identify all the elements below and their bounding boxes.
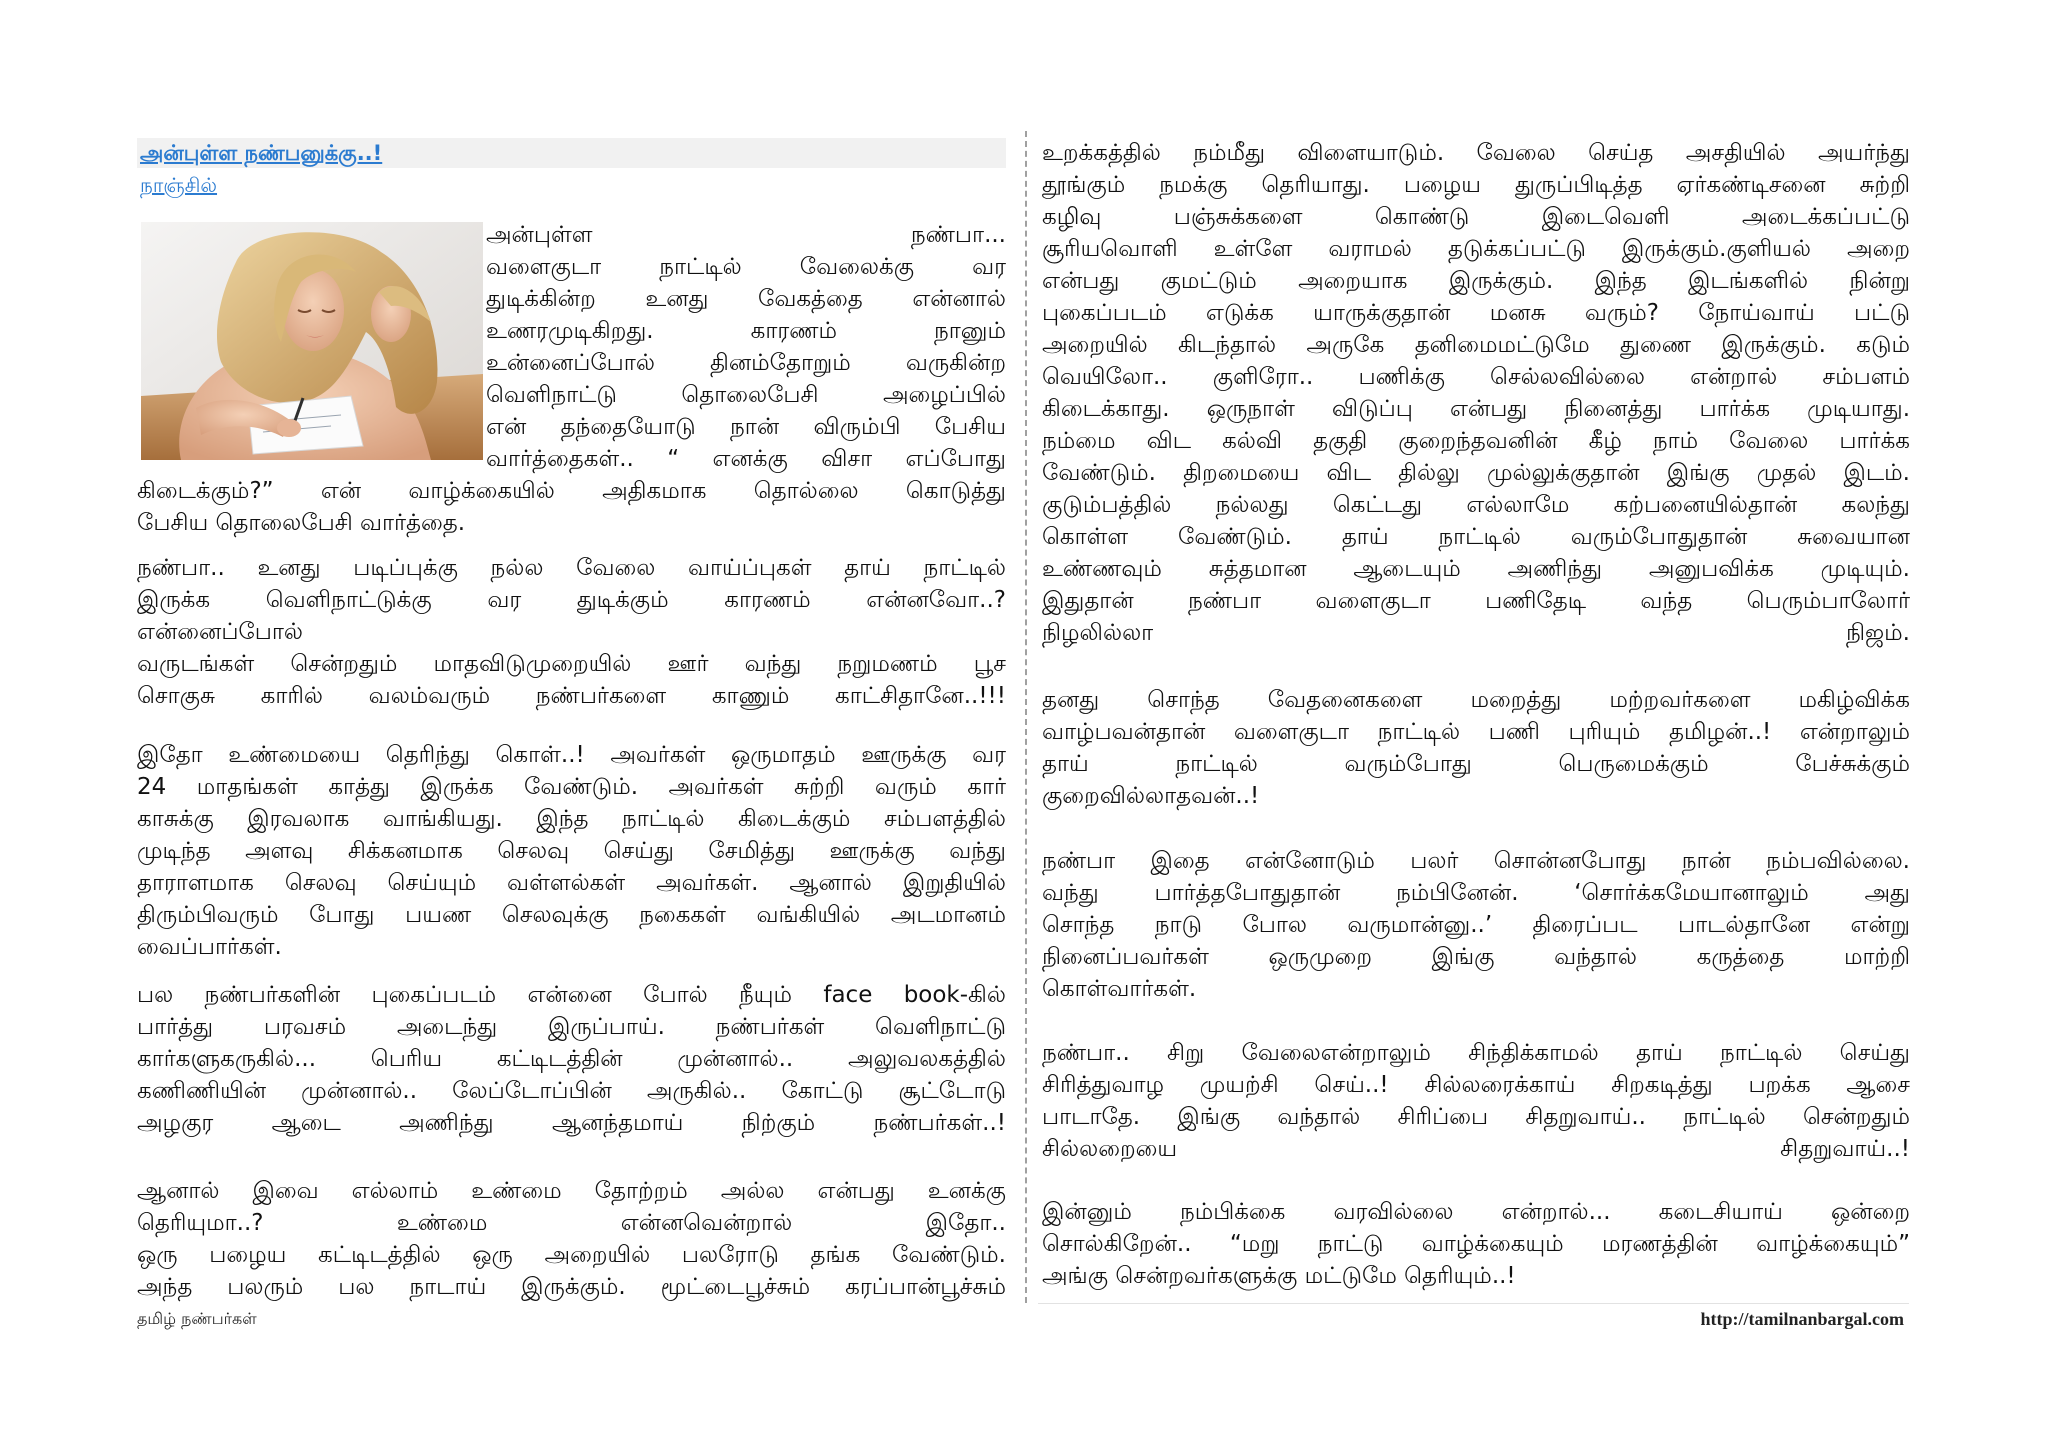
text-line: கிடைக்கும்?” என் வாழ்க்கையில் அதிகமாக தொல்லை கொடுத்து — [137, 478, 1006, 504]
text-line: குறைவில்லாதவன்..! — [1042, 783, 1260, 809]
paragraph-tamilan — [1042, 684, 1910, 812]
paragraph-reason — [137, 552, 1006, 712]
text-line: தூங்கும் நமக்கு தெரியாது. பழைய துருப்பிடித்த ஏர்கண்டிசனை சுற்றி — [1042, 172, 1910, 198]
text-line: அறையில் கிடந்தால் அருகே தனிமைமட்டுமே துணை இருக்கும். கடும் — [1042, 332, 1910, 358]
text-line: வைப்பார்கள். — [137, 934, 282, 960]
text-line: நம்மை விட கல்வி தகுதி குறைந்தவனின் கீழ் நாம் வேலை பார்க்க — [1042, 428, 1910, 454]
text-line: சொல்கிறேன்.. “மறு நாட்டு வாழ்க்கையும் மரணத்தின் வாழ்க்கையும்” — [1042, 1231, 1910, 1257]
text-line: சொகுசு காரில் வலம்வரும் நண்பர்களை காணும் காட்சிதானே..!!! — [137, 683, 1006, 709]
text-line: துடிக்கின்ற உனது வேகத்தை என்னால் — [486, 286, 1006, 312]
text-line: வந்து பார்த்தபோதுதான் நம்பினேன். ‘சொர்க்கமேயானாலும் அது — [1042, 880, 1910, 906]
paragraph-truth — [137, 739, 1006, 963]
paragraph-reality — [137, 1175, 1006, 1303]
text-line: அங்கு சென்றவர்களுக்கு மட்டுமே தெரியும்..! — [1042, 1263, 1516, 1289]
text-line: தாராளமாக செலவு செய்யும் வள்ளல்கள் அவர்கள். ஆனால் இறுதியில் — [137, 870, 1006, 896]
text-line: கணிணியின் முன்னால்.. லேப்டோப்பின் அருகில்.. கோட்டு சூட்டோடு — [137, 1078, 1006, 1104]
text-line: கொள்ள வேண்டும். தாய் நாட்டில் வரும்போதுதான் சுவையான — [1042, 524, 1910, 550]
text-line: வேண்டும். திறமையை விட தில்லு முல்லுக்குதான் இங்கு முதல் இடம். — [1042, 460, 1910, 486]
footer-rule — [1038, 1303, 1909, 1304]
article-title-link[interactable]: அன்புள்ள நண்பனுக்கு..! — [140, 141, 383, 165]
text-line: ஆனால் இவை எல்லாம் உண்மை தோற்றம் அல்ல என்பது உனக்கு — [137, 1178, 1006, 1204]
text-line: புகைப்படம் எடுக்க யாருக்குதான் மனசு வரும்? நோய்வாய் பட்டு — [1042, 300, 1910, 326]
paragraph-greeting — [137, 219, 1006, 539]
author-link[interactable]: நாஞ்சில் — [140, 173, 218, 197]
text-line: வார்த்தைகள்.. “ எனக்கு விசா எப்போது — [486, 446, 1006, 472]
text-line: தெரியுமா..? உண்மை என்னவென்றால் இதோ.. — [137, 1210, 1006, 1236]
text-line: என்பது குமட்டும் அறையாக இருக்கும். இந்த இடங்களில் நின்று — [1042, 268, 1910, 294]
paragraph-conclusion — [1042, 1196, 1910, 1292]
text-line: பார்த்து பரவசம் அடைந்து இருப்பாய். நண்பர்கள் வெளிநாட்டு — [137, 1014, 1006, 1040]
text-line: நினைப்பவர்கள் ஒருமுறை இங்கு வந்தால் கருத்தை மாற்றி — [1042, 944, 1910, 970]
text-line: கார்களுகருகில்... பெரிய கட்டிடத்தின் முன்னால்.. அலுவலகத்தில் — [137, 1046, 1006, 1072]
text-line: வருடங்கள் சென்றதும் மாதவிடுமுறையில் ஊர் வந்து நறுமணம் பூச — [137, 651, 1006, 677]
text-line: பேசிய தொலைபேசி வார்த்தை. — [137, 510, 466, 536]
text-line: நண்பா இதை என்னோடும் பலர் சொன்னபோது நான் நம்பவில்லை. — [1042, 848, 1910, 874]
text-line: வெளிநாட்டு தொலைபேசி அழைப்பில் — [486, 382, 1006, 408]
text-line: வாழ்பவன்தான் வளைகுடா நாட்டில் பணி புரியும் தமிழன்..! என்றாலும் — [1042, 719, 1910, 745]
text-line: உணரமுடிகிறது. காரணம் நானும் — [486, 318, 1006, 344]
paragraph-photos — [137, 979, 1006, 1139]
text-line: கிடைக்காது. ஒருநாள் விடுப்பு என்பது நினைத்து பார்க்க முடியாது. — [1042, 396, 1910, 422]
paragraph-living-conditions — [1042, 137, 1910, 649]
text-line: சில்லறையை சிதறுவாய்..! — [1042, 1136, 1910, 1162]
paragraph-heaven-song — [1042, 845, 1910, 1005]
text-line: நிழலில்லா நிஜம். — [1042, 620, 1910, 646]
text-line: சிரித்துவாழ முயற்சி செய்..! சில்லரைக்காய் சிறகடித்து பறக்க ஆசை — [1042, 1072, 1910, 1098]
text-line: கழிவு பஞ்சுக்களை கொண்டு இடைவெளி அடைக்கப்பட்டு — [1042, 204, 1910, 230]
text-line: அழகுர ஆடை அணிந்து ஆனந்தமாய் நிற்கும் நண்பர்கள்..! — [137, 1110, 1006, 1136]
text-line: என் தந்தையோடு நான் விரும்பி பேசிய — [486, 414, 1006, 440]
text-line: இருக்க வெளிநாட்டுக்கு வர துடிக்கும் காரணம் என்னவோ..? — [137, 587, 1006, 613]
footer-url: http://tamilnanbargal.com — [1700, 1309, 1904, 1329]
paragraph-advice — [1042, 1037, 1910, 1165]
footer-site-name: தமிழ் நண்பர்கள் — [137, 1309, 257, 1328]
text-line: பல நண்பர்களின் புகைப்படம் என்னை போல் நீயும் face book-கில் — [137, 982, 1006, 1008]
text-line: உறக்கத்தில் நம்மீது விளையாடும். வேலை செய்த அசதியில் அயர்ந்து — [1042, 140, 1910, 166]
text-line: உன்னைப்போல் தினம்தோறும் வருகின்ற — [486, 350, 1006, 376]
text-line: இன்னும் நம்பிக்கை வரவில்லை என்றால்... கடைசியாய் ஒன்றை — [1042, 1199, 1910, 1225]
text-line: தாய் நாட்டில் வரும்போது பெருமைக்கும் பேச்சுக்கும் — [1042, 751, 1910, 777]
text-line: இதுதான் நண்பா வளைகுடா பணிதேடி வந்த பெரும்பாலோர் — [1042, 588, 1910, 614]
text-line: வெயிலோ.. குளிரோ.. பணிக்கு செல்லவில்லை என்றால் சம்பளம் — [1042, 364, 1910, 390]
text-line: திரும்பிவரும் போது பயண செலவுக்கு நகைகள் வங்கியில் அடமானம் — [137, 902, 1006, 928]
text-line: இதோ உண்மையை தெரிந்து கொள்..! அவர்கள் ஒருமாதம் ஊருக்கு வர — [137, 742, 1006, 768]
text-line: சொந்த நாடு போல வருமான்னு..’ திரைப்பட பாடல்தானே என்று — [1042, 912, 1910, 938]
text-line: நண்பா.. சிறு வேலைஎன்றாலும் சிந்திக்காமல் தாய் நாட்டில் செய்து — [1042, 1040, 1910, 1066]
text-line: பாடாதே. இங்கு வந்தால் சிரிப்பை சிதறுவாய்.. நாட்டில் சென்றதும் — [1042, 1104, 1910, 1130]
text-line: நண்பா.. உனது படிப்புக்கு நல்ல வேலை வாய்ப்புகள் தாய் நாட்டில் — [137, 555, 1006, 581]
text-line: தனது சொந்த வேதனைகளை மறைத்து மற்றவர்களை மகிழ்விக்க — [1042, 687, 1910, 713]
text-line: குடும்பத்தில் நல்லது கெட்டது எல்லாமே கற்பனையில்தான் கலந்து — [1042, 492, 1910, 518]
text-line: உண்ணவும் சுத்தமான ஆடையும் அணிந்து அனுபவிக்க முடியும். — [1042, 556, 1910, 582]
text-line: அன்புள்ள நண்பா... — [486, 222, 1006, 248]
text-line: வளைகுடா நாட்டில் வேலைக்கு வர — [486, 254, 1006, 280]
text-line: சூரியவொளி உள்ளே வராமல் தடுக்கப்பட்டு இருக்கும்.குளியல் அறை — [1042, 236, 1910, 262]
text-line: முடிந்த அளவு சிக்கனமாக செலவு செய்து சேமித்து ஊருக்கு வந்து — [137, 838, 1006, 864]
text-line: என்னைப்போல் — [137, 619, 303, 645]
text-line: காசுக்கு இரவலாக வாங்கியது. இந்த நாட்டில் கிடைக்கும் சம்பளத்தில் — [137, 806, 1006, 832]
column-divider — [1025, 131, 1027, 1303]
text-line: அந்த பலரும் பல நாடாய் இருக்கும். மூட்டைபூச்சும் கரப்பான்பூச்சும் — [137, 1274, 1006, 1300]
text-line: 24 மாதங்கள் காத்து இருக்க வேண்டும். அவர்கள் சுற்றி வரும் கார் — [137, 774, 1006, 800]
text-line: கொள்வார்கள். — [1042, 976, 1197, 1002]
text-line: ஒரு பழைய கட்டிடத்தில் ஒரு அறையில் பலரோடு தங்க வேண்டும். — [137, 1242, 1006, 1268]
